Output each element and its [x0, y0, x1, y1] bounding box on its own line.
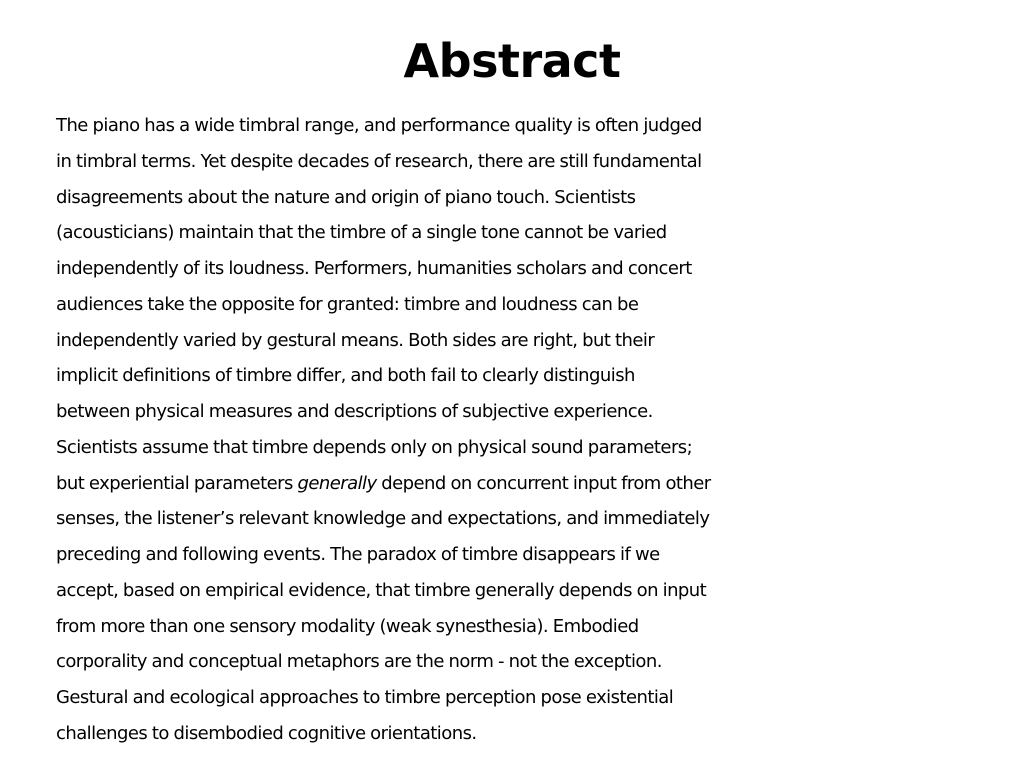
abstract-line: (acousticians) maintain that the timbre of a single tone cannot be varied: [56, 222, 667, 244]
abstract-line: corporality and conceptual metaphors are the norm - not the exception.: [56, 651, 662, 673]
abstract-line: The piano has a wide timbral range, and performance quality is often judged: [56, 115, 702, 136]
abstract-line: disagreements about the nature and origin of piano touch. Scientists: [56, 186, 636, 208]
abstract-line-pre: but experiential parameters: [56, 472, 298, 494]
abstract-line: challenges to disembodied cognitive orientations.: [56, 722, 477, 744]
abstract-line: independently varied by gestural means. Both sides are right, but their: [56, 329, 655, 351]
abstract-line-post: depend on concurrent input from other: [376, 472, 711, 494]
abstract-line: from more than one sensory modality (weak synesthesia). Embodied: [56, 615, 639, 637]
emphasized-word: generally: [297, 472, 377, 494]
abstract-line: between physical measures and descriptions of subjective experience.: [56, 401, 653, 422]
abstract-line: in timbral terms. Yet despite decades of research, there are still fundamental: [56, 150, 702, 172]
slide-title: Abstract: [403, 34, 621, 88]
abstract-line: senses, the listener’s relevant knowledge and expectations, and immediately: [56, 508, 710, 530]
abstract-line: preceding and following events. The paradox of timbre disappears if we: [56, 544, 660, 565]
abstract-line: Scientists assume that timbre depends only on physical sound parameters;: [56, 436, 693, 458]
abstract-line: independently of its loudness. Performers, humanities scholars and concert: [56, 258, 692, 279]
abstract-line: implicit definitions of timbre differ, and both fail to clearly distinguish: [56, 365, 635, 387]
abstract-line-emphasis: [56, 466, 1016, 502]
abstract-body: [56, 108, 1016, 752]
abstract-line: accept, based on empirical evidence, that timbre generally depends on input: [56, 579, 707, 601]
abstract-line: audiences take the opposite for granted: timbre and loudness can be: [56, 293, 639, 315]
abstract-line: Gestural and ecological approaches to timbre perception pose existential: [56, 687, 674, 708]
